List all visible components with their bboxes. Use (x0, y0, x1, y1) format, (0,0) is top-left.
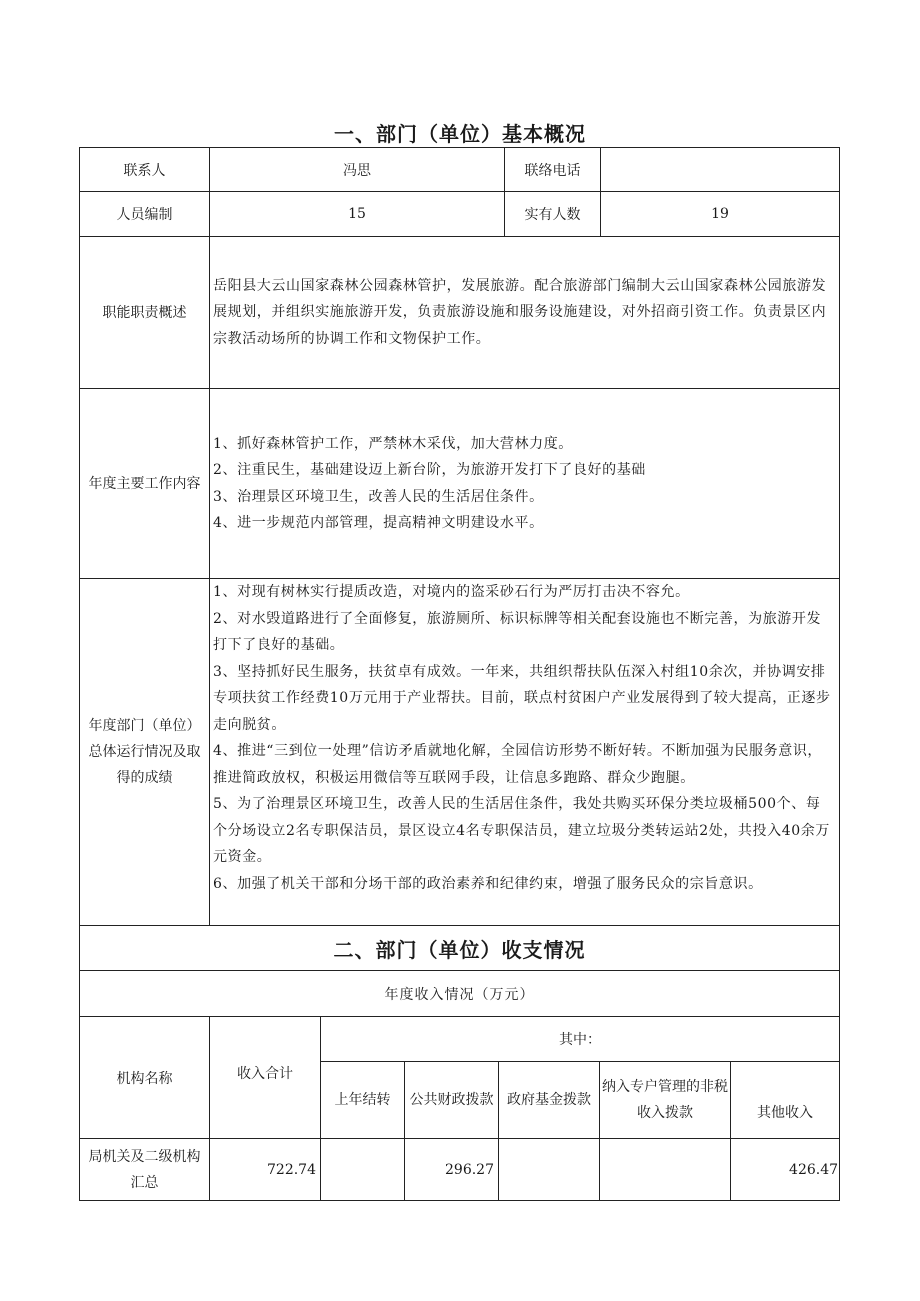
actual-staff-value: 19 (601, 192, 840, 237)
contact-value: 冯思 (210, 148, 505, 192)
col-org-header: 机构名称 (80, 1017, 210, 1139)
duties-paragraph: 岳阳县大云山国家森林公园森林管护，发展旅游。配合旅游部门编制大云山国家森林公园旅游发展规划，并组织实施旅游开发，负责旅游设施和服务设施建设，对外招商引资工作。负责景区内宗教活动场所的协调工作和文物保护工作。 (213, 277, 827, 347)
basic-info-table (79, 147, 840, 1017)
results-item: 5、为了治理景区环境卫生，改善人民的生活居住条件，我处共购买环保分类垃圾桶500个、每个分场设立2名专职保洁员，景区设立4名专职保洁员，建立垃圾分类转运站2处，共投入40余万元资金。 (213, 796, 830, 865)
row-non-tax (600, 1139, 731, 1201)
row-gov-fund (499, 1139, 600, 1201)
results-item: 1、对现有树林实行提质改造，对境内的盗采砂石行为严厉打击决不容允。 (213, 584, 690, 600)
col-among-header: 其中： (321, 1017, 840, 1062)
main-work-list (210, 389, 840, 579)
results-item: 2、对水毁道路进行了全面修复，旅游厕所、标识标牌等相关配套设施也不断完善，为旅游开发打下了良好的基础。 (213, 610, 822, 653)
section1-title: 一、部门（单位）基本概况 (334, 122, 586, 146)
duties-text (210, 237, 840, 389)
main-work-item: 2、注重民生，基础建设迈上新台阶，为旅游开发打下了良好的基础 (213, 462, 646, 478)
contact-label: 联系人 (80, 148, 210, 192)
results-list (210, 579, 840, 926)
row-org-name: 局机关及二级机构汇总 (80, 1139, 210, 1201)
results-item: 3、坚持抓好民生服务，扶贫卓有成效。一年来，共组织帮扶队伍深入村组10余次，并协调安排专项扶贫工作经费10万元用于产业帮扶。目前，联点村贫困户产业发展得到了较大提高，正逐步走向脱贫。 (213, 663, 831, 733)
staffing-value: 15 (210, 192, 505, 237)
phone-value (601, 148, 840, 192)
col-gov-fund-header: 政府基金拨款 (499, 1062, 600, 1139)
main-work-item: 4、进一步规范内部管理，提高精神文明建设水平。 (213, 515, 544, 531)
results-label: 年度部门（单位）总体运行情况及取得的成绩 (80, 579, 210, 926)
income-table-title: 年度收入情况（万元） (80, 971, 840, 1017)
staffing-label: 人员编制 (80, 192, 210, 237)
duties-label: 职能职责概述 (80, 237, 210, 389)
actual-staff-label: 实有人数 (505, 192, 601, 237)
row-total: 722.74 (210, 1139, 321, 1201)
results-item: 4、推进“三到位一处理”信访矛盾就地化解，全园信访形势不断好转。不断加强为民服务意识，推进简政放权，积极运用微信等互联网手段，让信息多跑路、群众少跑腿。 (213, 743, 823, 786)
col-other-header: 其他收入 (731, 1062, 840, 1139)
col-public-finance-header: 公共财政拨款 (405, 1062, 499, 1139)
results-item: 6、加强了机关干部和分场干部的政治素养和纪律约束，增强了服务民众的宗旨意识。 (213, 875, 763, 892)
main-work-item: 1、抓好森林管护工作，严禁林木采伐，加大营林力度。 (213, 435, 573, 452)
phone-label: 联络电话 (505, 148, 601, 192)
section2-title: 二、部门（单位）收支情况 (80, 926, 840, 971)
income-table (79, 1016, 840, 1201)
main-work-item: 3、治理景区环境卫生，改善人民的生活居住条件。 (213, 488, 544, 505)
main-work-label: 年度主要工作内容 (80, 389, 210, 579)
row-other: 426.47 (731, 1139, 840, 1201)
col-carryover-header: 上年结转 (321, 1062, 405, 1139)
row-public-finance: 296.27 (405, 1139, 499, 1201)
col-total-header: 收入合计 (210, 1017, 321, 1139)
row-carryover (321, 1139, 405, 1201)
col-non-tax-header: 纳入专户管理的非税收入拨款 (600, 1062, 731, 1139)
